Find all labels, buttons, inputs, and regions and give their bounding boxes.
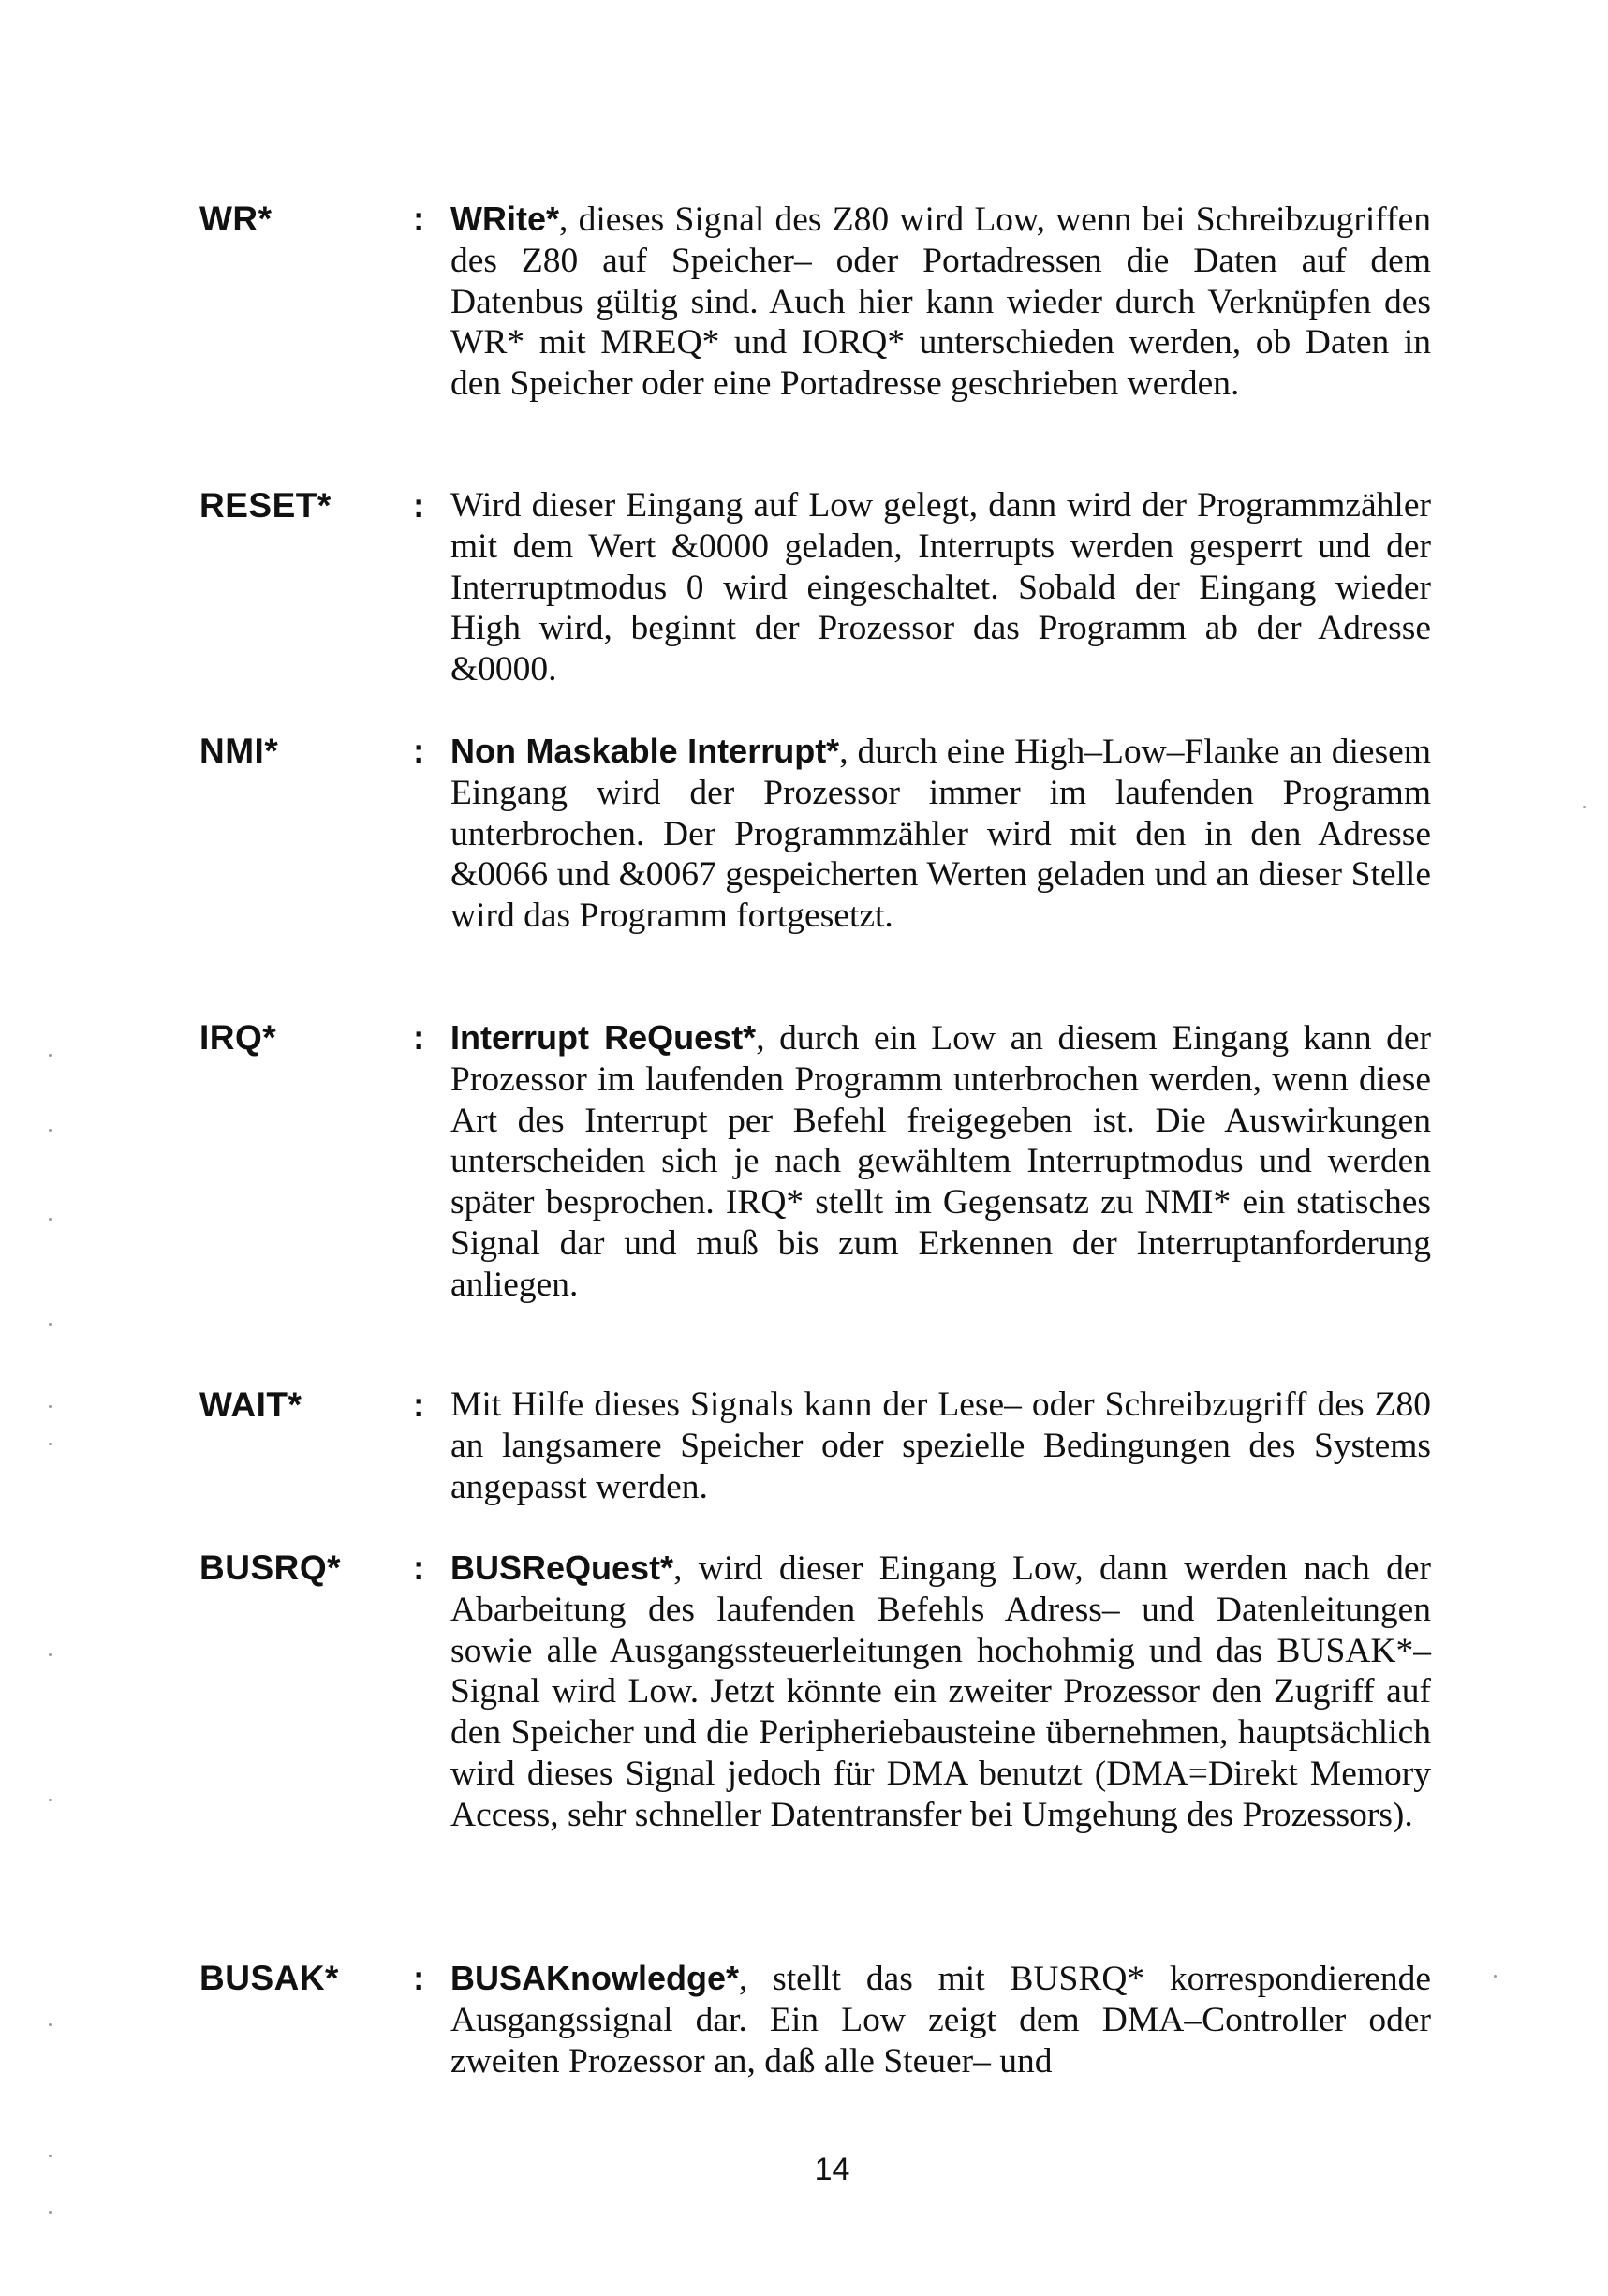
scan-speck	[49, 1054, 52, 1057]
scan-speck	[49, 2211, 52, 2214]
scan-speck	[49, 1323, 52, 1326]
signal-term: BUSRQ*	[199, 1548, 342, 1587]
separator-colon: :	[413, 1018, 425, 1057]
separator-colon: :	[413, 1385, 425, 1424]
separator-colon: :	[413, 732, 425, 770]
scan-speck	[49, 1129, 52, 1132]
signal-description	[450, 199, 1431, 405]
scan-speck	[49, 1653, 52, 1656]
signal-term: WR*	[199, 200, 273, 238]
signal-description	[450, 1017, 1431, 1306]
signal-description	[450, 1385, 1431, 1507]
signal-term: WAIT*	[199, 1385, 302, 1424]
scan-speck	[1583, 806, 1586, 808]
signal-term: IRQ*	[199, 1018, 277, 1057]
description-keyword: Interrupt ReQuest*	[450, 1018, 757, 1057]
scan-speck	[49, 1799, 52, 1801]
description-keyword: WRite*	[450, 200, 559, 238]
scan-speck	[49, 2023, 52, 2026]
signal-description	[450, 1548, 1431, 1836]
description-text: , durch ein Low an diesem Eingang kann der Prozessor im laufenden Programm unterbrochen werden, wenn diese Art des Interrupt per Befehl freigegeben ist. Die Auswirkungen unterscheiden sich je nach gewähltem Interruptmodus und werden später besprochen. IRQ* stellt im Gegensatz zu NMI* ein statisches Signal dar und muß bis zum Erkennen der Interruptanforderung anliegen.	[450, 1019, 1431, 1304]
signal-description	[450, 731, 1431, 937]
scan-speck	[1494, 1975, 1497, 1978]
description-keyword: BUSAKnowledge*	[450, 1959, 740, 1997]
signal-term: RESET*	[199, 486, 332, 525]
signal-description	[450, 485, 1431, 690]
signal-term: NMI*	[199, 732, 279, 770]
signal-description	[450, 1958, 1431, 2081]
description-text: , stellt das mit BUSRQ* korrespondierende Ausgangssignal dar. Ein Low zeigt dem DMA–Controller oder zweiten Prozessor an, daß alle Steuer– und	[450, 1960, 1431, 2081]
page-number: 14	[814, 2152, 850, 2187]
scan-speck	[49, 1443, 52, 1445]
description-text: , dieses Signal des Z80 wird Low, wenn bei Schreibzugriffen des Z80 auf Speicher– oder Portadressen die Daten auf dem Datenbus gültig sind. Auch hier kann wieder durch Verknüpfen des WR* mit MREQ* und IORQ* unterschieden werden, ob Daten in den Speicher oder eine Portadresse geschrieben werden.	[450, 200, 1431, 404]
description-text: , wird dieser Eingang Low, dann werden nach der Abarbeitung des laufenden Befehls Adress– und Datenleitungen sowie alle Ausgangssteuerleitungen hochohmig und das BUSAK*–Signal wird Low. Jetzt könnte ein zweiter Prozessor den Zugriff auf den Speicher und die Peripheriebausteine übernehmen, hauptsächlich wird dieses Signal jedoch für DMA benutzt (DMA=Direkt Memory Access, sehr schneller Datentransfer bei Umgehung des Prozessors).	[450, 1549, 1431, 1834]
signal-term: BUSAK*	[199, 1959, 339, 1997]
scan-speck	[49, 1405, 52, 1408]
description-text: Wird dieser Eingang auf Low gelegt, dann wird der Programmzähler mit dem Wert &0000 geladen, Interrupts werden gesperrt und der Interruptmodus 0 wird eingeschaltet. Sobald der Eingang wieder High wird, beginnt der Prozessor das Programm ab der Adresse &0000.	[450, 486, 1431, 689]
description-keyword: BUSReQuest*	[450, 1548, 674, 1587]
description-text: Mit Hilfe dieses Signals kann der Lese– oder Schreibzugriff des Z80 an langsamere Speicher oder spezielle Bedingungen des Systems angepasst werden.	[450, 1385, 1431, 1506]
separator-colon: :	[413, 200, 425, 238]
separator-colon: :	[413, 1548, 425, 1587]
scan-speck	[49, 1218, 52, 1221]
separator-colon: :	[413, 486, 425, 525]
separator-colon: :	[413, 1959, 425, 1997]
description-text: , durch eine High–Low–Flanke an diesem Eingang wird der Prozessor immer im laufenden Programm unterbrochen. Der Programmzähler wird mit den in den Adresse &0066 und &0067 gespeicherten Werten geladen und an dieser Stelle wird das Programm fortgesetzt.	[450, 733, 1431, 936]
description-keyword: Non Maskable Interrupt*	[450, 732, 840, 770]
scan-speck	[49, 2155, 52, 2157]
